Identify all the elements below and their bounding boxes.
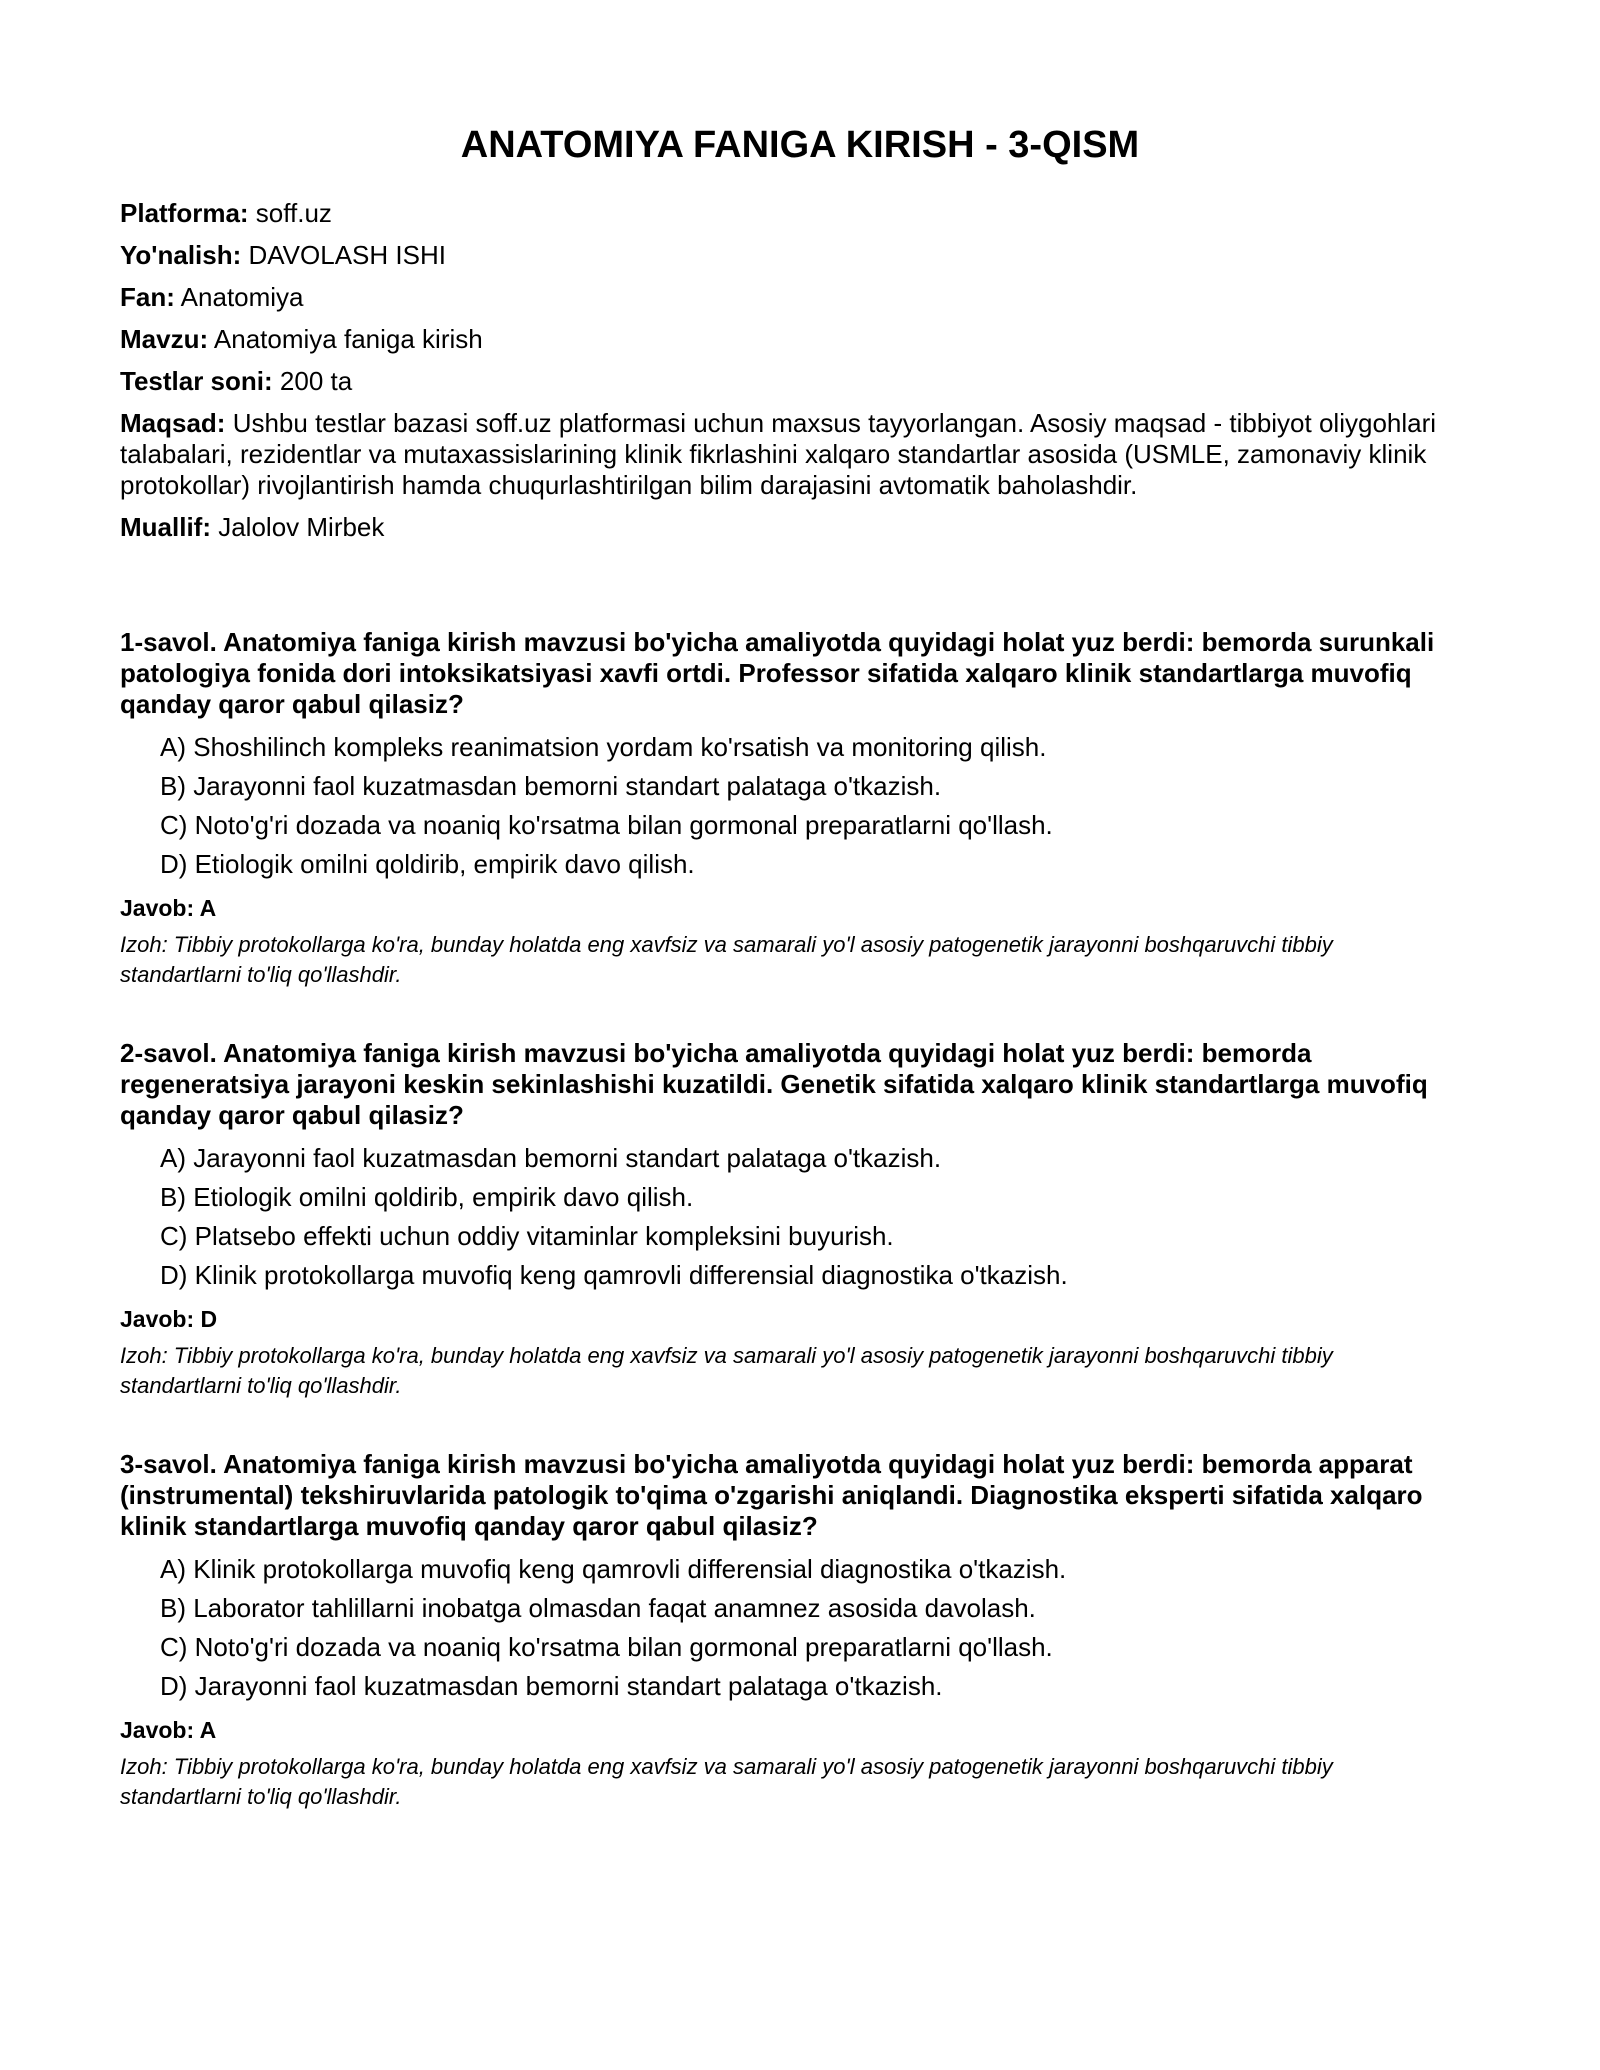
question-list <box>120 627 1480 1812</box>
question-item <box>120 627 1480 990</box>
option-b: B) Jarayonni faol kuzatmasdan bemorni standart palataga o'tkazish. <box>160 771 942 801</box>
meta-label: Fan: <box>120 282 175 312</box>
answer-label: Javob: D <box>120 1306 218 1332</box>
meta-subject <box>120 282 1480 313</box>
option-a: A) Shoshilinch kompleks reanimatsion yordam ko'rsatish va monitoring qilish. <box>160 732 1047 762</box>
option-d: D) Jarayonni faol kuzatmasdan bemorni standart palataga o'tkazish. <box>160 1671 943 1701</box>
meta-value: DAVOLASH ISHI <box>241 240 446 270</box>
meta-test-count <box>120 366 1480 397</box>
meta-value: 200 ta <box>272 366 353 396</box>
meta-value: Anatomiya faniga kirish <box>208 324 483 354</box>
meta-direction <box>120 240 1480 271</box>
document-page <box>120 0 1480 1860</box>
question-item <box>120 1038 1480 1401</box>
option-d: D) Klinik protokollarga muvofiq keng qamrovli differensial diagnostika o'tkazish. <box>160 1260 1068 1290</box>
option-list <box>120 732 1480 880</box>
option-list <box>120 1143 1480 1291</box>
meta-label: Muallif: <box>120 512 211 542</box>
question-item <box>120 1449 1480 1812</box>
meta-goal <box>120 408 1480 501</box>
meta-label: Maqsad: <box>120 408 226 438</box>
option-c: C) Noto'g'ri dozada va noaniq ko'rsatma bilan gormonal preparatlarni qo'llash. <box>160 1632 1053 1662</box>
meta-platform <box>120 198 1480 229</box>
meta-value: Anatomiya <box>174 282 304 312</box>
meta-label: Testlar soni: <box>120 366 273 396</box>
answer-label: Javob: A <box>120 1717 217 1743</box>
meta-value: Ushbu testlar bazasi soff.uz platformasi uchun maxsus tayyorlangan. Asosiy maqsad - tibbiyot oliygohlari talabalari, rezidentlar va mutaxassislarining klinik fikrlashini xalqaro standartlar asosida (USMLE, zamonaviy klinik protokollar) rivojlantirish hamda chuqurlashtirilgan bilim darajasini avtomatik baholashdir. <box>120 408 1437 500</box>
document-meta <box>120 198 1480 543</box>
option-list <box>120 1554 1480 1702</box>
explanation-note: Izoh: Tibbiy protokollarga ko'ra, bunday holatda eng xavfsiz va samarali yo'l asosiy patogenetik jarayonni boshqaruvchi tibbiy standartlarni to'liq qo'llashdir. <box>120 1754 1333 1809</box>
question-text: 2-savol. Anatomiya faniga kirish mavzusi bo'yicha amaliyotda quyidagi holat yuz berdi: bemorda regeneratsiya jarayoni keskin sekinlashishi kuzatildi. Genetik sifatida xalqaro klinik standartlarga muvofiq qanday qaror qabul qilasiz? <box>120 1038 1428 1130</box>
meta-label: Platforma: <box>120 198 249 228</box>
meta-topic <box>120 324 1480 355</box>
option-d: D) Etiologik omilni qoldirib, empirik davo qilish. <box>160 849 695 879</box>
option-c: C) Platsebo effekti uchun oddiy vitaminlar kompleksini buyurish. <box>160 1221 894 1251</box>
meta-label: Yo'nalish: <box>120 240 242 270</box>
document-title: ANATOMIYA FANIGA KIRISH - 3-QISM <box>460 124 1140 166</box>
meta-value: Jalolov Mirbek <box>211 512 385 542</box>
explanation-note: Izoh: Tibbiy protokollarga ko'ra, bunday holatda eng xavfsiz va samarali yo'l asosiy patogenetik jarayonni boshqaruvchi tibbiy standartlarni to'liq qo'llashdir. <box>120 932 1333 987</box>
option-c: C) Noto'g'ri dozada va noaniq ko'rsatma bilan gormonal preparatlarni qo'llash. <box>160 810 1053 840</box>
option-b: B) Etiologik omilni qoldirib, empirik davo qilish. <box>160 1182 694 1212</box>
question-text: 3-savol. Anatomiya faniga kirish mavzusi bo'yicha amaliyotda quyidagi holat yuz berdi: bemorda apparat (instrumental) tekshiruvlarida patologik to'qima o'zgarishi aniqlandi. Diagnostika eksperti sifatida xalqaro klinik standartlarga muvofiq qanday qaror qabul qilasiz? <box>120 1449 1423 1541</box>
option-a: A) Jarayonni faol kuzatmasdan bemorni standart palataga o'tkazish. <box>160 1143 942 1173</box>
answer-label: Javob: A <box>120 895 217 921</box>
meta-label: Mavzu: <box>120 324 209 354</box>
option-b: B) Laborator tahlillarni inobatga olmasdan faqat anamnez asosida davolash. <box>160 1593 1036 1623</box>
option-a: A) Klinik protokollarga muvofiq keng qamrovli differensial diagnostika o'tkazish. <box>160 1554 1067 1584</box>
meta-value: soff.uz <box>248 198 332 228</box>
question-text: 1-savol. Anatomiya faniga kirish mavzusi bo'yicha amaliyotda quyidagi holat yuz berdi: bemorda surunkali patologiya fonida dori intoksikatsiyasi xavfi ortdi. Professor sifatida xalqaro klinik standartlarga muvofiq qanday qaror qabul qilasiz? <box>120 627 1435 719</box>
explanation-note: Izoh: Tibbiy protokollarga ko'ra, bunday holatda eng xavfsiz va samarali yo'l asosiy patogenetik jarayonni boshqaruvchi tibbiy standartlarni to'liq qo'llashdir. <box>120 1343 1333 1398</box>
meta-author <box>120 512 1480 543</box>
